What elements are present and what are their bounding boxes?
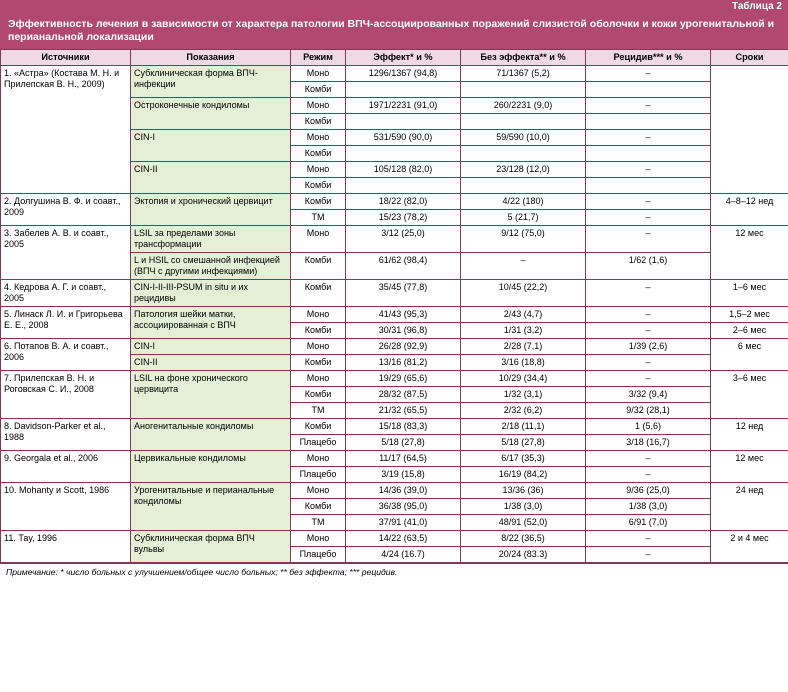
cell-regimen: Плацебо [291,467,346,483]
cell-no-effect: 1/31 (3,2) [461,323,586,339]
cell-indication: Субклиническая форма ВПЧ вульвы [131,531,291,563]
cell-no-effect: 16/19 (84,2) [461,467,586,483]
cell-effect: 28/32 (87,5) [346,387,461,403]
cell-relapse: – [586,547,711,563]
cell-indication: CIN-I [131,130,291,162]
cell-regimen: Комби [291,178,346,194]
cell-no-effect [461,114,586,130]
cell-relapse: – [586,162,711,178]
cell-effect: 26/28 (92,9) [346,339,461,355]
cell-relapse: 1 (5,6) [586,419,711,435]
cell-relapse: – [586,467,711,483]
cell-regimen: Комби [291,387,346,403]
table-title: Эффективность лечения в зависимости от характера патологии ВПЧ-ассоциированных поражений слизистой оболочки и кожи урогенитальной и перианальной локализации [0,16,788,49]
cell-no-effect: 4/22 (180) [461,194,586,210]
cell-relapse: 3/32 (9,4) [586,387,711,403]
cell-effect: 14/22 (63,5) [346,531,461,547]
cell-source: 5. Линаск Л. И. и Григорьева Е. Е., 2008 [1,307,131,339]
cell-regimen: Комби [291,355,346,371]
table-row [1,194,788,210]
column-header-indication: Показания [131,50,291,66]
cell-relapse: 9/36 (25,0) [586,483,711,499]
cell-indication: LSIL за пределами зоны трансформации [131,226,291,253]
cell-indication: Остроконечные кондиломы [131,98,291,130]
cell-no-effect: 1/38 (3,0) [461,499,586,515]
cell-regimen: Моно [291,531,346,547]
cell-no-effect: 23/128 (12,0) [461,162,586,178]
cell-relapse: – [586,98,711,114]
cell-regimen: Комби [291,280,346,307]
cell-relapse: – [586,451,711,467]
cell-effect: 21/32 (65,5) [346,403,461,419]
cell-relapse [586,82,711,98]
cell-regimen: Моно [291,226,346,253]
cell-effect: 15/18 (83,3) [346,419,461,435]
cell-no-effect: 71/1367 (5,2) [461,66,586,82]
cell-regimen: ТМ [291,210,346,226]
table-row [1,531,788,547]
cell-relapse [586,114,711,130]
table-row [1,66,788,82]
cell-effect: 531/590 (90,0) [346,130,461,146]
cell-effect: 30/31 (96,8) [346,323,461,339]
table-row [1,226,788,253]
cell-regimen: Моно [291,371,346,387]
cell-relapse: 1/62 (1,6) [586,253,711,280]
cell-effect: 1296/1367 (94,8) [346,66,461,82]
cell-indication: Субклиническая форма ВПЧ-инфекции [131,66,291,98]
cell-indication: LSIL на фоне хронического цервицита [131,371,291,419]
cell-no-effect: 10/45 (22,2) [461,280,586,307]
cell-effect: 15/23 (78,2) [346,210,461,226]
table-row [1,280,788,307]
cell-source: 8. Davidson-Parker et al., 1988 [1,419,131,451]
cell-relapse: – [586,307,711,323]
table-row [1,451,788,467]
cell-no-effect: 59/590 (10,0) [461,130,586,146]
cell-effect [346,146,461,162]
cell-regimen: Комби [291,82,346,98]
cell-regimen: ТМ [291,403,346,419]
table-number-label: Таблица 2 [731,1,782,12]
cell-effect: 5/18 (27,8) [346,435,461,451]
table-row [1,419,788,435]
cell-source: 6. Потапов В. А. и соавт., 2006 [1,339,131,371]
cell-effect: 14/36 (39,0) [346,483,461,499]
top-accent-bar [0,0,788,16]
cell-relapse: 1/38 (3,0) [586,499,711,515]
cell-effect: 105/128 (82,0) [346,162,461,178]
column-header-effect: Эффект* и % [346,50,461,66]
cell-relapse: – [586,130,711,146]
cell-indication: CIN-II [131,355,291,371]
cell-effect [346,82,461,98]
cell-indication: Патология шейки матки, ассоциированная с ВПЧ [131,307,291,339]
cell-no-effect: 260/2231 (9,0) [461,98,586,114]
cell-no-effect: 8/22 (36,5) [461,531,586,547]
cell-term: 12 нед [711,419,788,451]
cell-no-effect: 5 (21,7) [461,210,586,226]
cell-relapse: – [586,226,711,253]
cell-effect [346,178,461,194]
cell-no-effect: 48/91 (52,0) [461,515,586,531]
cell-indication: CIN-I-II-III-PSUM in situ и их рецидивы [131,280,291,307]
cell-regimen: Моно [291,451,346,467]
cell-effect: 3/12 (25,0) [346,226,461,253]
cell-source: 9. Georgala et al., 2006 [1,451,131,483]
cell-regimen: Моно [291,98,346,114]
cell-effect: 35/45 (77,8) [346,280,461,307]
column-header-no-effect: Без эффекта** и % [461,50,586,66]
table-header [1,50,788,66]
cell-source: 10. Mohanty и Scott, 1986 [1,483,131,531]
efficacy-table [0,49,788,563]
cell-effect: 19/29 (65,6) [346,371,461,387]
cell-regimen: Моно [291,66,346,82]
cell-effect: 41/43 (95,3) [346,307,461,323]
cell-relapse: 3/18 (16,7) [586,435,711,451]
cell-regimen: Моно [291,130,346,146]
cell-regimen: Комби [291,114,346,130]
cell-source: 4. Кедрова А. Г. и соавт., 2005 [1,280,131,307]
cell-relapse: – [586,323,711,339]
cell-regimen: Плацебо [291,435,346,451]
cell-no-effect: 2/28 (7,1) [461,339,586,355]
column-header-regimen: Режим [291,50,346,66]
cell-effect: 1971/2231 (91,0) [346,98,461,114]
cell-term: 12 мес [711,226,788,280]
cell-source: 3. Забелев А. В. и соавт., 2005 [1,226,131,280]
cell-regimen: Комби [291,194,346,210]
cell-no-effect: 6/17 (35,3) [461,451,586,467]
cell-effect: 13/16 (81,2) [346,355,461,371]
cell-regimen: Моно [291,162,346,178]
cell-indication: Эктопия и хронический цервицит [131,194,291,226]
cell-no-effect: – [461,253,586,280]
cell-source: 11. Тау, 1996 [1,531,131,563]
cell-regimen: Моно [291,339,346,355]
cell-term: 1,5–2 мес [711,307,788,323]
cell-relapse: – [586,371,711,387]
cell-indication: Урогенитальные и перианальные кондиломы [131,483,291,531]
table-row [1,339,788,355]
cell-no-effect: 5/18 (27,8) [461,435,586,451]
cell-relapse: 6/91 (7,0) [586,515,711,531]
cell-regimen: Плацебо [291,547,346,563]
cell-no-effect: 2/32 (6,2) [461,403,586,419]
table-body [1,66,788,563]
cell-regimen: ТМ [291,515,346,531]
cell-indication: CIN-I [131,339,291,355]
cell-term: 3–6 мес [711,371,788,419]
cell-no-effect [461,82,586,98]
table-header-row [1,50,788,66]
cell-no-effect: 10/29 (34,4) [461,371,586,387]
cell-regimen: Моно [291,483,346,499]
cell-regimen: Комби [291,419,346,435]
cell-effect: 11/17 (64,5) [346,451,461,467]
cell-regimen: Моно [291,307,346,323]
cell-term: 6 мес [711,339,788,371]
cell-indication: CIN-II [131,162,291,194]
cell-relapse: 9/32 (28,1) [586,403,711,419]
cell-indication: Цервикальные кондиломы [131,451,291,483]
cell-relapse [586,178,711,194]
cell-term: 4–8–12 нед [711,194,788,226]
table-row [1,307,788,323]
cell-source: 1. «Астра» (Костава М. Н. и Прилепская В. Н., 2009) [1,66,131,194]
column-header-term: Сроки [711,50,788,66]
cell-term: 2 и 4 мес [711,531,788,563]
cell-effect: 36/38 (95,0) [346,499,461,515]
cell-no-effect [461,178,586,194]
cell-relapse: – [586,355,711,371]
column-header-source: Источники [1,50,131,66]
cell-no-effect [461,146,586,162]
cell-relapse: – [586,210,711,226]
cell-no-effect: 9/12 (75,0) [461,226,586,253]
cell-effect: 3/19 (15,8) [346,467,461,483]
cell-no-effect: 3/16 (18,8) [461,355,586,371]
cell-no-effect: 2/43 (4,7) [461,307,586,323]
cell-relapse: 1/39 (2,6) [586,339,711,355]
cell-effect: 37/91 (41,0) [346,515,461,531]
cell-no-effect: 1/32 (3,1) [461,387,586,403]
cell-term: 2–6 мес [711,323,788,339]
table-footnote: Примечание: * число больных с улучшением/общее число больных; ** без эффекта; *** рецидив. [0,563,788,582]
cell-relapse: – [586,194,711,210]
cell-effect: 18/22 (82,0) [346,194,461,210]
cell-effect [346,114,461,130]
cell-term: 12 мес [711,451,788,483]
cell-relapse [586,146,711,162]
cell-regimen: Комби [291,146,346,162]
cell-no-effect: 13/36 (36) [461,483,586,499]
cell-indication: L и HSIL со смешанной инфекцией (ВПЧ с другими инфекциями) [131,253,291,280]
cell-no-effect: 2/18 (11,1) [461,419,586,435]
cell-relapse: – [586,280,711,307]
cell-regimen: Комби [291,323,346,339]
cell-term: 24 нед [711,483,788,531]
table-row [1,483,788,499]
column-header-relapse: Рецидив*** и % [586,50,711,66]
cell-term [711,66,788,194]
cell-relapse: – [586,531,711,547]
cell-term: 1–6 мес [711,280,788,307]
cell-source: 7. Прилепская В. Н. и Роговская С. И., 2008 [1,371,131,419]
cell-effect: 61/62 (98,4) [346,253,461,280]
cell-regimen: Комби [291,253,346,280]
cell-effect: 4/24 (16.7) [346,547,461,563]
table-row [1,371,788,387]
cell-indication: Аногенитальные кондиломы [131,419,291,451]
cell-relapse: – [586,66,711,82]
cell-regimen: Комби [291,499,346,515]
cell-source: 2. Долгушина В. Ф. и соавт., 2009 [1,194,131,226]
cell-no-effect: 20/24 (83.3) [461,547,586,563]
